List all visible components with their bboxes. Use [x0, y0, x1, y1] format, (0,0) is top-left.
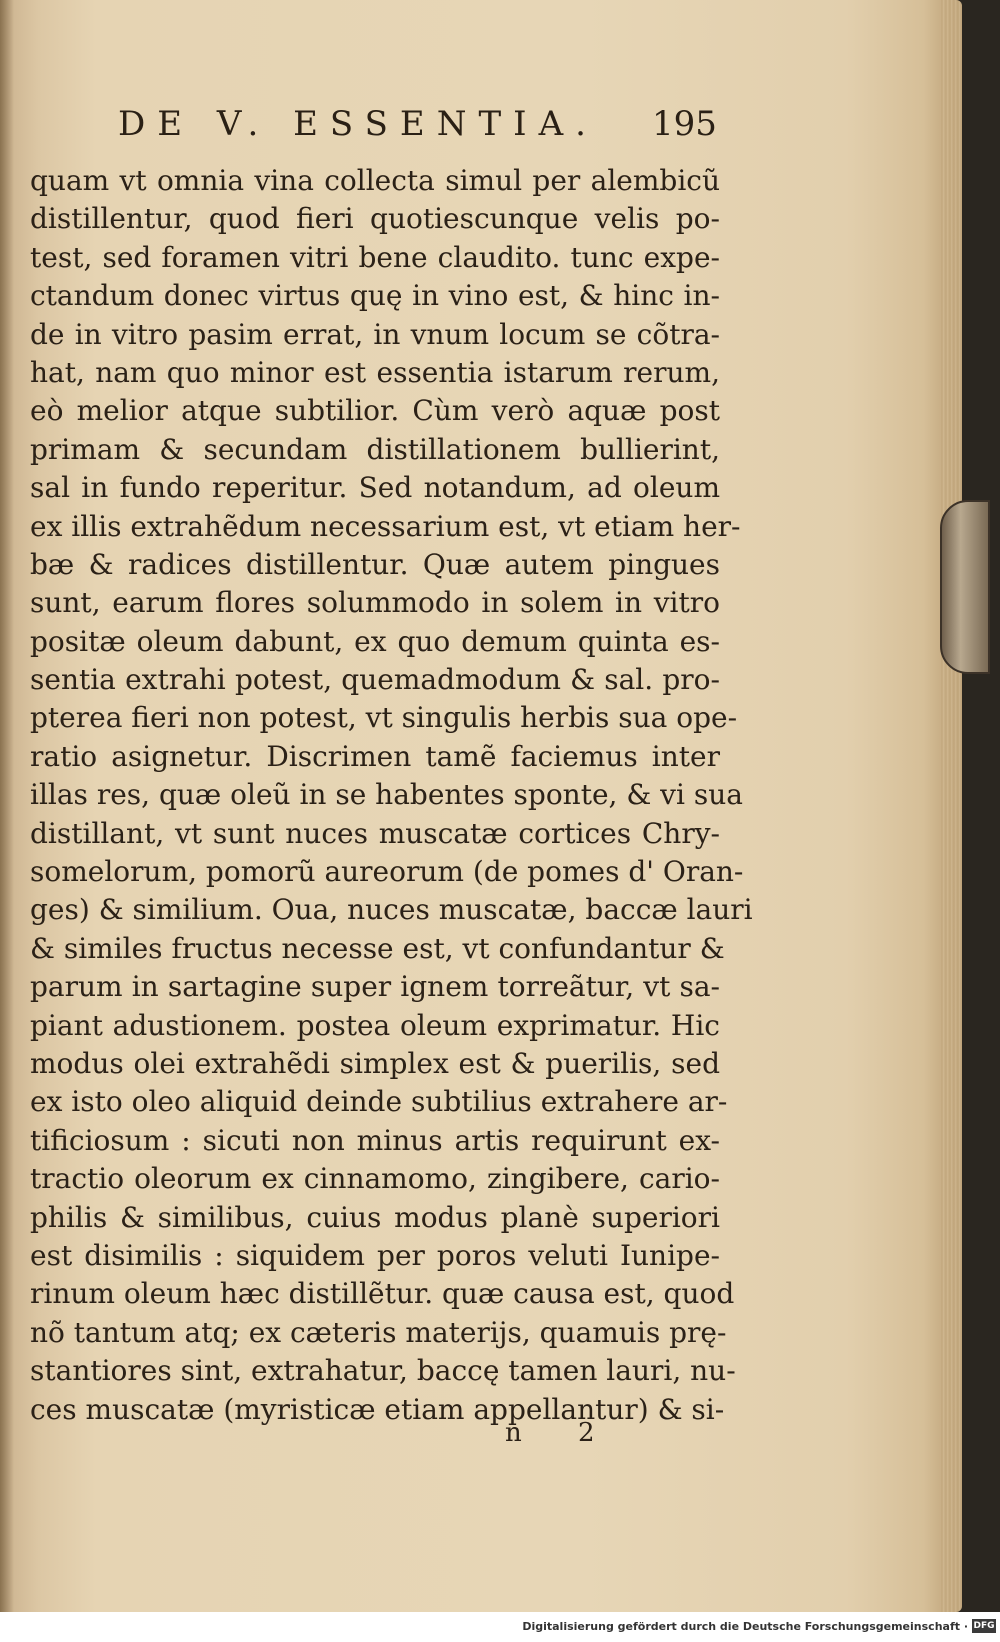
body-text	[30, 162, 753, 1429]
text-line: tificiosum : sicuti non minus artis requirunt ex-	[30, 1123, 720, 1157]
text-line: sunt, earum flores solummodo in solem in vitro	[30, 586, 720, 620]
text-line: ges) & similium. Oua, nuces muscatæ, baccæ lauri	[30, 893, 753, 927]
digitization-footer	[0, 1612, 1000, 1642]
text-line: sal in fundo reperitur. Sed notandum, ad oleum	[30, 471, 720, 505]
text-line: distillant, vt sunt nuces muscatæ cortices Chry-	[30, 816, 720, 850]
text-line: eò melior atque subtilior. Cùm verò aquæ post	[30, 394, 720, 428]
text-line: est disimilis : siquidem per poros veluti Iunipe-	[30, 1238, 720, 1272]
page-number: 195	[652, 104, 717, 144]
text-line: hat, nam quo minor est essentia istarum rerum,	[30, 355, 720, 389]
text-line: ex isto oleo aliquid deinde subtilius extrahere ar-	[30, 1085, 728, 1119]
text-line: & similes fructus necesse est, vt confundantur &	[30, 931, 725, 965]
page-gutter-shadow	[0, 0, 14, 1612]
text-line: ratio asignetur. Discrimen tamẽ faciemus inter	[30, 739, 720, 773]
text-line: stantiores sint, extrahatur, baccę tamen lauri, nu-	[30, 1354, 736, 1388]
text-line: positæ oleum dabunt, ex quo demum quinta es-	[30, 624, 720, 658]
signature-mark: n 2	[505, 1418, 619, 1448]
text-line: parum in sartagine super ignem torreãtur, vt sa-	[30, 970, 720, 1004]
text-line: quam vt omnia vina collecta simul per alembicũ	[30, 164, 720, 197]
text-line: sentia extrahi potest, quemadmodum & sal. pro-	[30, 663, 720, 697]
text-line: tractio oleorum ex cinnamomo, zingibere, cario-	[30, 1162, 720, 1196]
text-line: primam & secundam distillationem bullierint,	[30, 432, 720, 466]
text-line: philis & similibus, cuius modus planè superiori	[30, 1200, 720, 1234]
page-edge	[940, 0, 962, 1612]
text-line: bæ & radices distillentur. Quæ autem pingues	[30, 547, 720, 581]
page-header	[0, 104, 962, 154]
text-line: ces muscatæ (myristicæ etiam appellantur) & si-	[30, 1392, 725, 1426]
text-line: nõ tantum atq; ex cæteris materijs, quamuis prę-	[30, 1315, 727, 1349]
book-clasp	[940, 500, 990, 674]
funding-credit: Digitalisierung gefördert durch die Deutsche Forschungsgemeinschaft ·	[522, 1620, 968, 1633]
text-line: ex illis extrahẽdum necessarium est, vt etiam her-	[30, 509, 741, 543]
text-line: ctandum donec virtus quę in vino est, & hinc in-	[30, 279, 720, 313]
text-line: piant adustionem. postea oleum exprimatur. Hic	[30, 1008, 720, 1042]
text-line: rinum oleum hæc distillẽtur. quæ causa est, quod	[30, 1277, 735, 1311]
running-head: DE V. ESSENTIA.	[118, 104, 598, 144]
text-line: distillentur, quod fieri quotiescunque velis po-	[30, 202, 720, 236]
text-line: illas res, quæ oleũ in se habentes sponte, & vi sua	[30, 778, 743, 812]
text-line: pterea fieri non potest, vt singulis herbis sua ope-	[30, 701, 738, 735]
text-line: de in vitro pasim errat, in vnum locum se cõtra-	[30, 317, 720, 351]
text-line: modus olei extrahẽdi simplex est & puerilis, sed	[30, 1046, 720, 1080]
text-line: test, sed foramen vitri bene claudito. tunc expe-	[30, 240, 720, 274]
dfg-logo: DFG	[973, 1621, 995, 1631]
text-line: somelorum, pomorũ aureorum (de pomes d' Oran-	[30, 855, 744, 889]
